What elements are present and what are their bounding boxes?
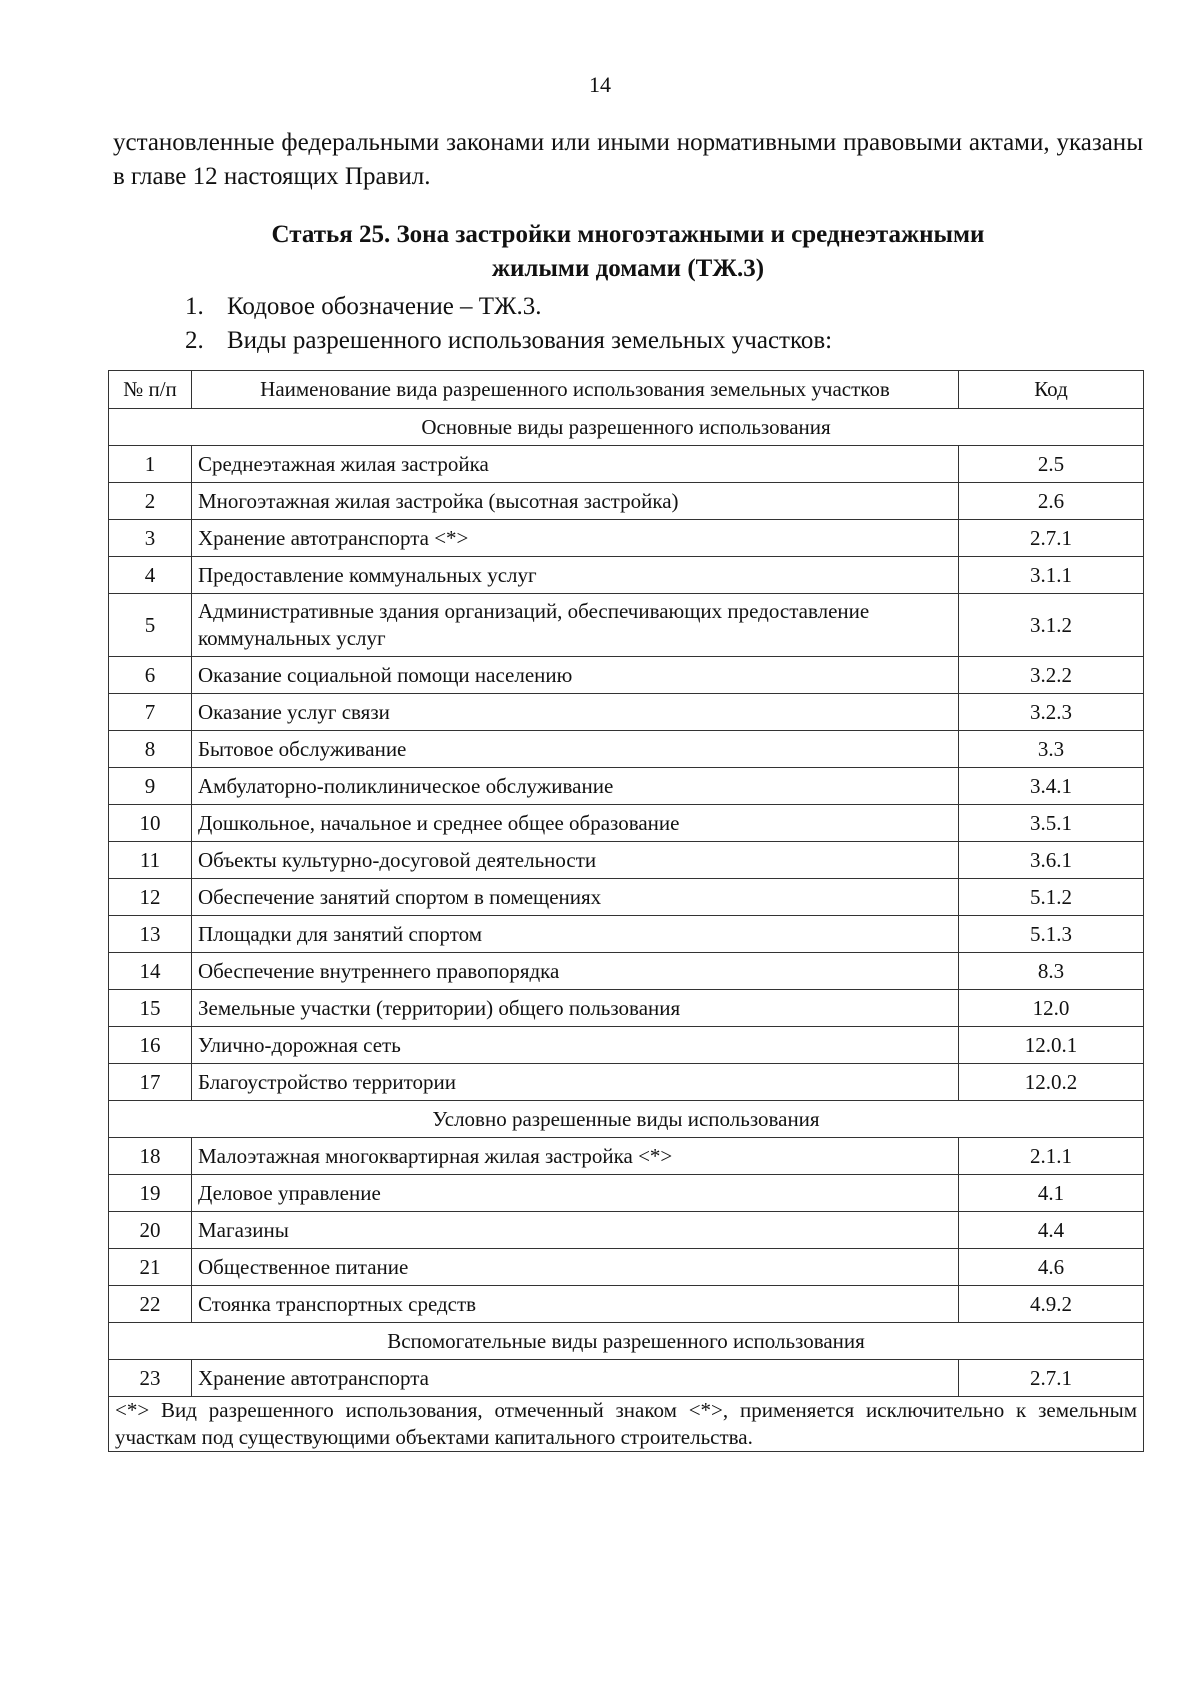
row-number: 20 [109, 1212, 192, 1249]
table-row [109, 483, 1144, 520]
section-title: Основные виды разрешенного использования [109, 409, 1144, 446]
row-name: Объекты культурно-досуговой деятельности [192, 842, 959, 879]
row-name: Среднеэтажная жилая застройка [192, 446, 959, 483]
row-code: 3.1.2 [959, 594, 1144, 657]
table-row [109, 1175, 1144, 1212]
clause-number: 2. [185, 327, 204, 354]
table-row [109, 1138, 1144, 1175]
row-code: 3.1.1 [959, 557, 1144, 594]
row-name: Площадки для занятий спортом [192, 916, 959, 953]
clause-text: Кодовое обозначение – ТЖ.3. [227, 293, 542, 320]
header-number: № п/п [109, 371, 192, 409]
table-row [109, 1286, 1144, 1323]
table-row [109, 879, 1144, 916]
row-code: 4.6 [959, 1249, 1144, 1286]
row-code: 2.1.1 [959, 1138, 1144, 1175]
row-name: Оказание услуг связи [192, 694, 959, 731]
table-row [109, 1249, 1144, 1286]
row-number: 4 [109, 557, 192, 594]
article-title-line-2: жилыми домами (ТЖ.3) [491, 255, 765, 282]
row-code: 12.0.1 [959, 1027, 1144, 1064]
row-name: Улично-дорожная сеть [192, 1027, 959, 1064]
row-code: 3.2.3 [959, 694, 1144, 731]
section-header-row [109, 1101, 1144, 1138]
row-code: 2.7.1 [959, 520, 1144, 557]
table-row [109, 731, 1144, 768]
footnote-row [109, 1397, 1144, 1452]
row-name: Оказание социальной помощи населению [192, 657, 959, 694]
table-row [109, 953, 1144, 990]
row-code: 3.2.2 [959, 657, 1144, 694]
table-row [109, 594, 1144, 657]
page-number: 14 [589, 72, 611, 97]
row-number: 19 [109, 1175, 192, 1212]
row-code: 2.6 [959, 483, 1144, 520]
row-number: 15 [109, 990, 192, 1027]
row-code: 2.5 [959, 446, 1144, 483]
row-name: Хранение автотранспорта [192, 1360, 959, 1397]
article-title-line-1: Статья 25. Зона застройки многоэтажными и среднеэтажными [271, 221, 985, 248]
row-number: 9 [109, 768, 192, 805]
row-code: 5.1.2 [959, 879, 1144, 916]
footnote-text: <*> Вид разрешенного использования, отмеченный знаком <*>, применяется исключительно к земельным участкам под существующими объектами капитального строительства. [109, 1397, 1144, 1452]
table-row [109, 1064, 1144, 1101]
row-name: Хранение автотранспорта <*> [192, 520, 959, 557]
table-row [109, 1027, 1144, 1064]
table-row [109, 842, 1144, 879]
row-code: 4.1 [959, 1175, 1144, 1212]
row-number: 6 [109, 657, 192, 694]
intro-paragraph: установленные федеральными законами или иными нормативными правовыми актами, указаны в главе 12 настоящих Правил. [113, 129, 1143, 190]
table-row [109, 768, 1144, 805]
row-number: 23 [109, 1360, 192, 1397]
row-number: 13 [109, 916, 192, 953]
table-row [109, 520, 1144, 557]
article-title [113, 218, 1143, 286]
row-number: 18 [109, 1138, 192, 1175]
row-name: Обеспечение внутреннего правопорядка [192, 953, 959, 990]
row-code: 12.0 [959, 990, 1144, 1027]
row-name: Дошкольное, начальное и среднее общее образование [192, 805, 959, 842]
table-header-row [109, 371, 1144, 409]
table-row [109, 1212, 1144, 1249]
row-number: 12 [109, 879, 192, 916]
header-name: Наименование вида разрешенного использования земельных участков [192, 371, 959, 409]
clause-2 [185, 324, 832, 358]
clause-1 [185, 290, 541, 324]
row-number: 8 [109, 731, 192, 768]
header-code: Код [959, 371, 1144, 409]
clause-number: 1. [185, 293, 204, 320]
table-row [109, 805, 1144, 842]
row-number: 11 [109, 842, 192, 879]
table-row [109, 916, 1144, 953]
section-header-row [109, 1323, 1144, 1360]
row-code: 3.4.1 [959, 768, 1144, 805]
row-number: 3 [109, 520, 192, 557]
row-name: Малоэтажная многоквартирная жилая застройка <*> [192, 1138, 959, 1175]
row-number: 14 [109, 953, 192, 990]
row-number: 16 [109, 1027, 192, 1064]
row-code: 4.4 [959, 1212, 1144, 1249]
row-name: Обеспечение занятий спортом в помещениях [192, 879, 959, 916]
table-row [109, 557, 1144, 594]
clause-text: Виды разрешенного использования земельных участков: [227, 327, 833, 354]
table-row [109, 694, 1144, 731]
row-name: Общественное питание [192, 1249, 959, 1286]
row-name: Земельные участки (территории) общего пользования [192, 990, 959, 1027]
row-code: 5.1.3 [959, 916, 1144, 953]
row-number: 10 [109, 805, 192, 842]
row-name: Деловое управление [192, 1175, 959, 1212]
row-name: Бытовое обслуживание [192, 731, 959, 768]
table-body [109, 409, 1144, 1452]
row-name: Амбулаторно-поликлиническое обслуживание [192, 768, 959, 805]
row-code: 3.3 [959, 731, 1144, 768]
row-number: 21 [109, 1249, 192, 1286]
table-row [109, 1360, 1144, 1397]
table-row [109, 657, 1144, 694]
row-name: Административные здания организаций, обеспечивающих предоставление коммунальных услуг [192, 594, 959, 657]
row-number: 5 [109, 594, 192, 657]
row-name: Стоянка транспортных средств [192, 1286, 959, 1323]
row-code: 8.3 [959, 953, 1144, 990]
row-code: 2.7.1 [959, 1360, 1144, 1397]
section-title: Условно разрешенные виды использования [109, 1101, 1144, 1138]
land-use-table [108, 370, 1144, 1452]
row-number: 7 [109, 694, 192, 731]
row-number: 17 [109, 1064, 192, 1101]
row-code: 4.9.2 [959, 1286, 1144, 1323]
row-code: 12.0.2 [959, 1064, 1144, 1101]
row-number: 22 [109, 1286, 192, 1323]
table-row [109, 446, 1144, 483]
row-number: 1 [109, 446, 192, 483]
section-header-row [109, 409, 1144, 446]
row-code: 3.6.1 [959, 842, 1144, 879]
row-number: 2 [109, 483, 192, 520]
row-name: Благоустройство территории [192, 1064, 959, 1101]
row-name: Магазины [192, 1212, 959, 1249]
row-name: Предоставление коммунальных услуг [192, 557, 959, 594]
row-name: Многоэтажная жилая застройка (высотная застройка) [192, 483, 959, 520]
table-row [109, 990, 1144, 1027]
section-title: Вспомогательные виды разрешенного использования [109, 1323, 1144, 1360]
row-code: 3.5.1 [959, 805, 1144, 842]
